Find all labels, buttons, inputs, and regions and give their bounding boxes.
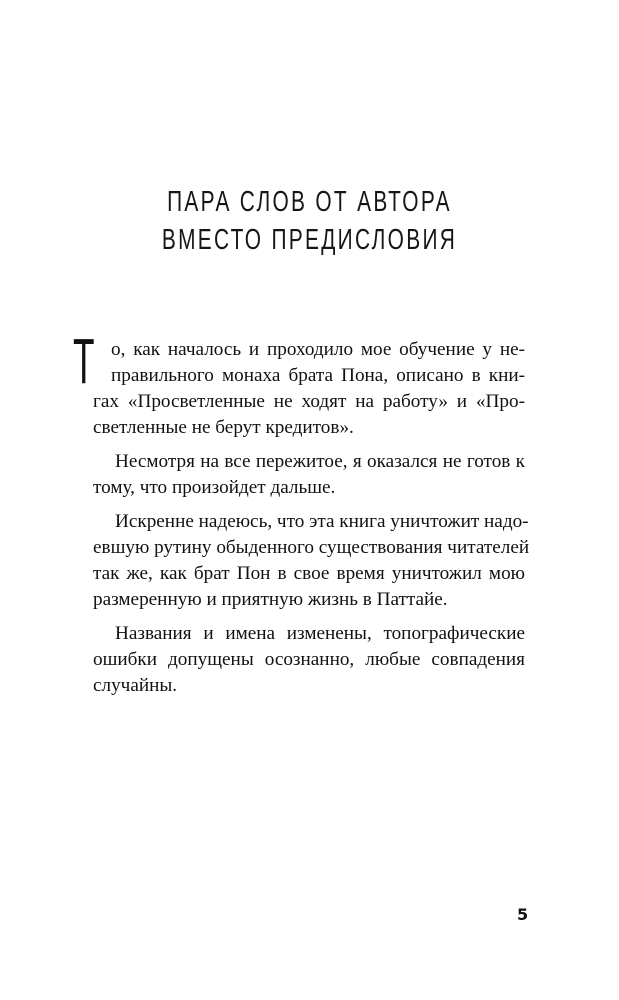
body-text	[73, 325, 530, 707]
chapter-title	[87, 183, 533, 259]
paragraph-4	[93, 621, 525, 699]
text-line: ошибки допущены осознанно, любые совпадения	[93, 649, 525, 670]
text-line: Искренне надеюсь, что эта книга уничтожит надо-	[115, 511, 529, 532]
paragraph-1	[73, 325, 525, 441]
text-line: Названия и имена изменены, топографические	[115, 623, 525, 644]
text-line: светленные не берут кредитов».	[93, 417, 354, 438]
text-line: так же, как брат Пон в свое время уничтожил мою	[93, 563, 525, 584]
drop-cap: Т	[73, 325, 95, 397]
chapter-title-line-2: ВМЕСТО ПРЕДИСЛОВИЯ	[161, 224, 458, 256]
text-line: случайны.	[93, 675, 178, 696]
text-line: гах «Просветленные не ходят на работу» и «Про-	[93, 391, 525, 412]
paragraph-3	[93, 509, 530, 613]
page-number: 5	[517, 905, 529, 924]
paragraph-2	[93, 449, 525, 501]
text-line: тому, что произойдет дальше.	[93, 477, 336, 498]
text-line: евшую рутину обыденного существования читателей	[93, 537, 530, 558]
text-line: о, как началось и проходило мое обучение у не-	[111, 339, 525, 360]
text-line: правильного монаха брата Пона, описано в кни-	[111, 365, 525, 386]
text-line: Несмотря на все пережитое, я оказался не готов к	[115, 451, 525, 472]
chapter-title-line-1: ПАРА СЛОВ ОТ АВТОРА	[167, 186, 452, 218]
text-line: размеренную и приятную жизнь в Паттайе.	[93, 589, 448, 610]
